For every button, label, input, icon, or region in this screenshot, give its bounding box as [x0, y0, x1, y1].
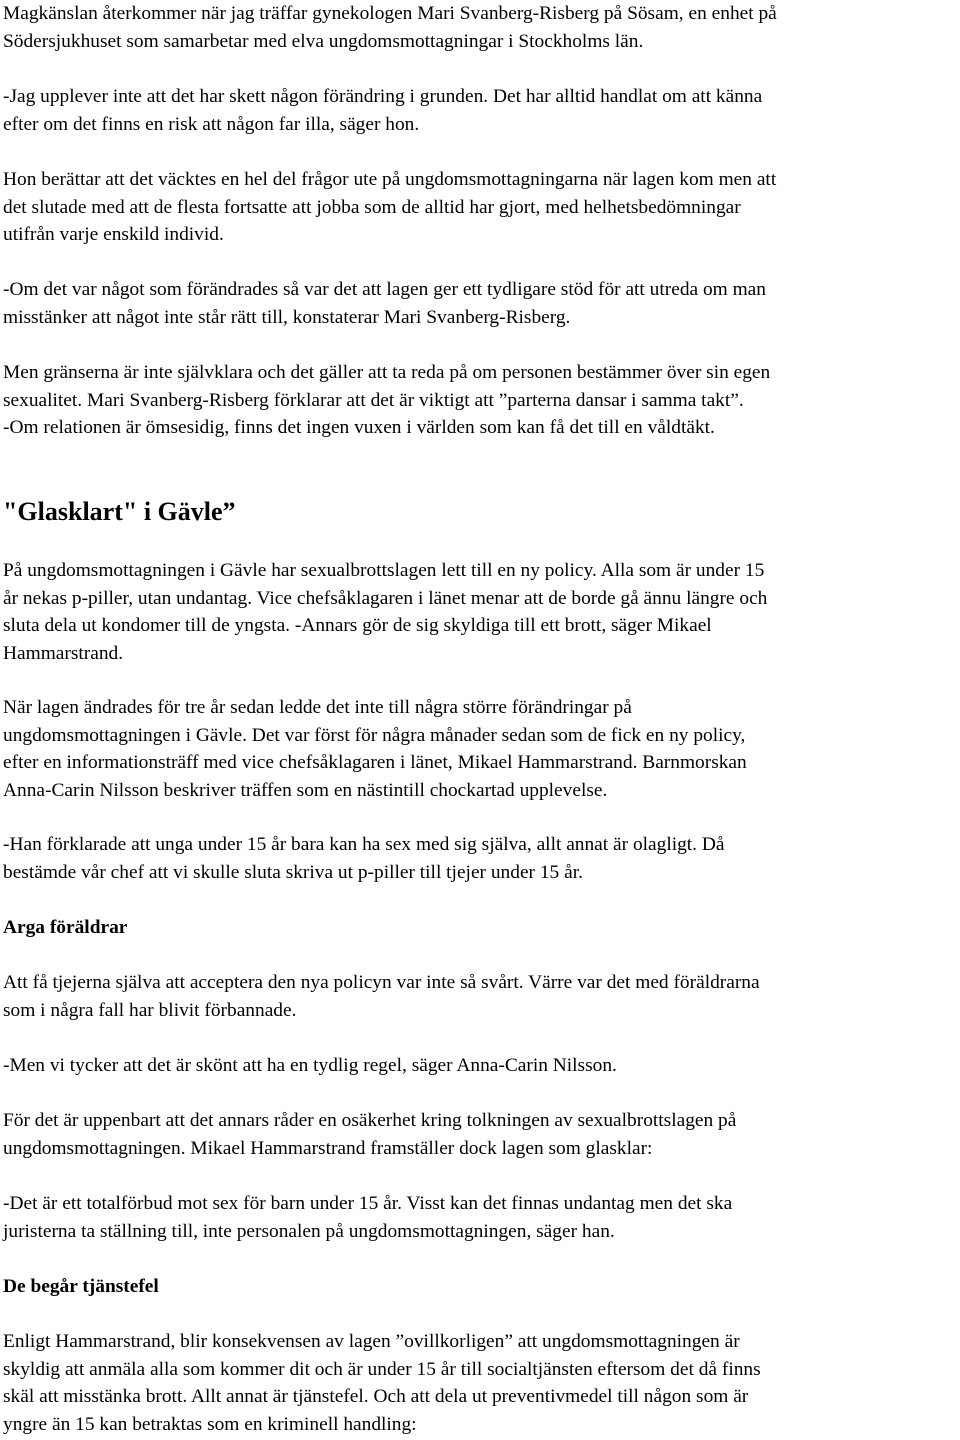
paragraph-enligt-hammarstrand: [3, 1328, 761, 1438]
text-line: skäl att misstänka brott. Allt annat är tjänstefel. Och att dela ut preventivmedel till någon som är: [3, 1386, 749, 1407]
text-line: -Det är ett totalförbud mot sex för barn under 15 år. Visst kan det finnas undantag men det ska: [3, 1193, 733, 1214]
paragraph-nar-lagen: [3, 694, 747, 804]
paragraph-osakerhet: [3, 1107, 736, 1162]
text-line: -Om det var något som förändrades så var det att lagen ger ett tydligare stöd för att utreda om man: [3, 279, 766, 300]
text-line: misstänker att något inte står rätt till, konstaterar Mari Svanberg-Risberg.: [3, 306, 571, 328]
paragraph-quote-totalforbud: [3, 1190, 732, 1245]
text-line: -Jag upplever inte att det har skett någon förändring i grunden. Det har alltid handlat om att känna: [3, 86, 763, 107]
heading-glasklart: "Glasklart" i Gävle”: [3, 497, 236, 526]
heading-de-begar-tjanstefel: De begår tjänstefel: [3, 1276, 159, 1297]
text-line: utifrån varje enskild individ.: [3, 224, 224, 245]
text-line: bestämde vår chef att vi skulle sluta skriva ut p-piller till tjejer under 15 år.: [3, 861, 583, 883]
text-line: ungdomsmottagningen i Gävle. Det var först för några månader sedan som de fick en ny policy,: [3, 724, 746, 746]
paragraph-quote-forandrades: [3, 276, 766, 331]
text-line: Att få tjejerna själva att acceptera den nya policyn var inte så svårt. Värre var det med föräldrarna: [3, 972, 760, 993]
text-line: juristerna ta ställning till, inte personalen på ungdomsmottagningen, säger han.: [3, 1220, 615, 1242]
text-line: På ungdomsmottagningen i Gävle har sexualbrottslagen lett till en ny policy. Alla som är under 15: [3, 560, 765, 581]
text-line: år nekas p-piller, utan undantag. Vice chefsåklagaren i länet menar att de borde gå ännu längre och: [3, 587, 768, 609]
text-line: -Om relationen är ömsesidig, finns det ingen vuxen i världen som kan få det till en våldtäkt.: [3, 417, 715, 438]
text-line: skyldig att anmäla alla som kommer dit och är under 15 år till socialtjänsten eftersom det då finns: [3, 1358, 761, 1380]
text-line: Södersjukhuset som samarbetar med elva ungdomsmottagningar i Stockholms län.: [3, 30, 644, 52]
paragraph-granserna: [3, 359, 770, 442]
text-line: sluta dela ut kondomer till de yngsta. -Annars gör de sig skyldiga till ett brott, säger Mikael: [3, 615, 712, 636]
text-line: Hammarstrand.: [3, 642, 124, 664]
text-line: det slutade med att de flesta fortsatte att jobba som de alltid har gjort, med helhetsbedömningar: [3, 196, 741, 218]
text-line: som i några fall har blivit förbannade.: [3, 999, 297, 1021]
paragraph-quote-forklarade: [3, 831, 725, 886]
text-line: ungdomsmottagningen. Mikael Hammarstrand framställer dock lagen som glasklar:: [3, 1137, 653, 1159]
text-line: -Han förklarade att unga under 15 år bara kan ha sex med sig själva, allt annat är olagligt. Då: [3, 834, 725, 855]
paragraph-magkanslan: [3, 0, 777, 55]
text-line: Anna-Carin Nilsson beskriver träffen som en nästintill chockartad upplevelse.: [3, 779, 608, 801]
text-line: yngre än 15 kan betraktas som en kriminell handling:: [3, 1413, 417, 1435]
text-line: efter en informationsträff med vice chefsåklagaren i länet, Mikael Hammarstrand. Barnmorskan: [3, 752, 747, 773]
text-line: efter om det finns en risk att någon far illa, säger hon.: [3, 113, 420, 135]
paragraph-gavle-policy: [3, 557, 767, 667]
text-line: För det är uppenbart att det annars råder en osäkerhet kring tolkningen av sexualbrottslagen på: [3, 1110, 737, 1131]
text-line: -Men vi tycker att det är skönt att ha en tydlig regel, säger Anna-Carin Nilsson.: [3, 1055, 617, 1076]
text-line: Enligt Hammarstrand, blir konsekvensen av lagen ”ovillkorligen” att ungdomsmottagningen är: [3, 1331, 740, 1352]
paragraph-hon-berattar: [3, 166, 776, 249]
paragraph-quote-upplever: [3, 83, 762, 138]
heading-arga-foraldrar: Arga föräldrar: [3, 917, 128, 938]
text-line: Men gränserna är inte självklara och det gäller att ta reda på om personen bestämmer över sin egen: [3, 362, 771, 383]
text-line: sexualitet. Mari Svanberg-Risberg förklarar att det är viktigt att ”parterna dansar i samma takt”.: [3, 389, 744, 411]
paragraph-quote-tydlig-regel: [3, 1052, 617, 1080]
text-line: När lagen ändrades för tre år sedan ledde det inte till några större förändringar på: [3, 697, 632, 718]
text-line: Magkänslan återkommer när jag träffar gynekologen Mari Svanberg-Risberg på Sösam, en enhet på: [3, 3, 777, 24]
paragraph-acceptera: [3, 969, 760, 1024]
text-line: Hon berättar att det väcktes en hel del frågor ute på ungdomsmottagningarna när lagen kom men att: [3, 169, 777, 190]
